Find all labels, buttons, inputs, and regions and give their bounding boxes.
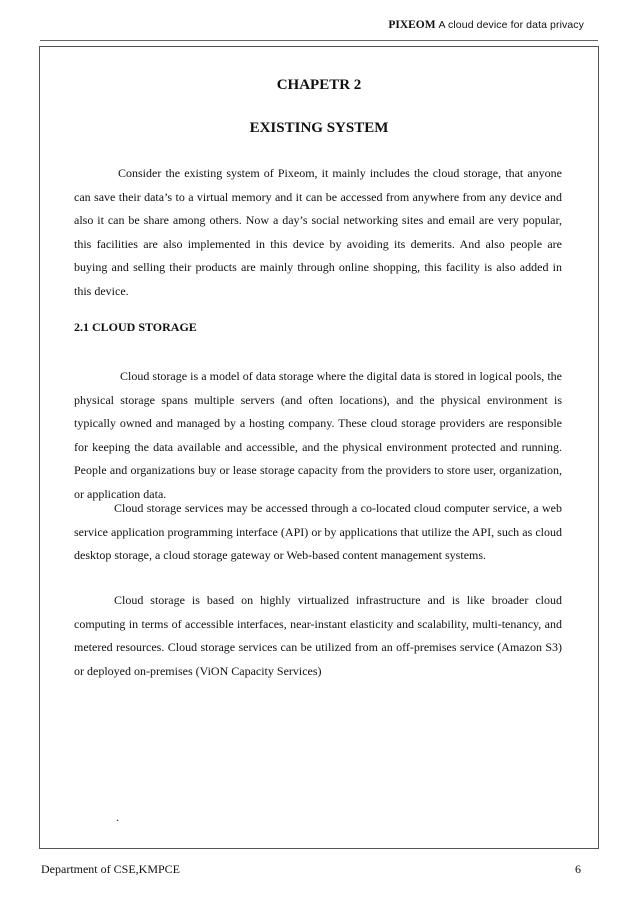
chapter-number: CHAPETR 2: [276, 77, 362, 93]
section-heading: 2.1 CLOUD STORAGE: [74, 320, 197, 334]
running-header: [388, 19, 584, 31]
cloud-storage-paragraph-3: Cloud storage is based on highly virtualized infrastructure and is like broader cloud computing in terms of accessible interfaces, near-instant elasticity and scalability, multi-tenancy, and metered resources. Cloud storage services can be utilized from an off-premises service (Amazon S3) or deployed on-premises (ViON Capacity Services): [74, 593, 562, 678]
header-rule: [40, 40, 598, 41]
header-brand: PIXEOM: [388, 19, 436, 31]
page-number: 6: [575, 862, 581, 876]
chapter-title: EXISTING SYSTEM: [249, 120, 389, 136]
intro-paragraph: Consider the existing system of Pixeom, it mainly includes the cloud storage, that anyone can save their data’s to a virtual memory and it can be accessed from anywhere from any device and also it can be share among others. Now a day’s social networking sites and email are very popular, this facilities are also implemented in this device by avoiding its demerits. And also people are buying and selling their products are mainly through online shopping, this facility is also added in this device.: [74, 166, 562, 298]
cloud-storage-paragraph-2: Cloud storage services may be accessed through a co-located cloud computer service, a web service application programming interface (API) or by applications that utilize the API, such as cloud desktop storage, a cloud storage gateway or Web-based content management systems.: [74, 501, 562, 563]
header-tagline: A cloud device for data privacy: [438, 19, 584, 31]
cloud-storage-paragraph-1: Cloud storage is a model of data storage where the digital data is stored in logical pools, the physical storage spans multiple servers (and often locations), and the physical environment is typically owned and managed by a hosting company. These cloud storage providers are responsible for keeping the data available and accessible, and the physical environment protected and running. People and organizations buy or lease storage capacity from the providers to store user, organization, or application data.: [74, 369, 562, 501]
trailing-mark: .: [116, 810, 119, 824]
footer-department: Department of CSE,KMPCE: [41, 862, 180, 876]
